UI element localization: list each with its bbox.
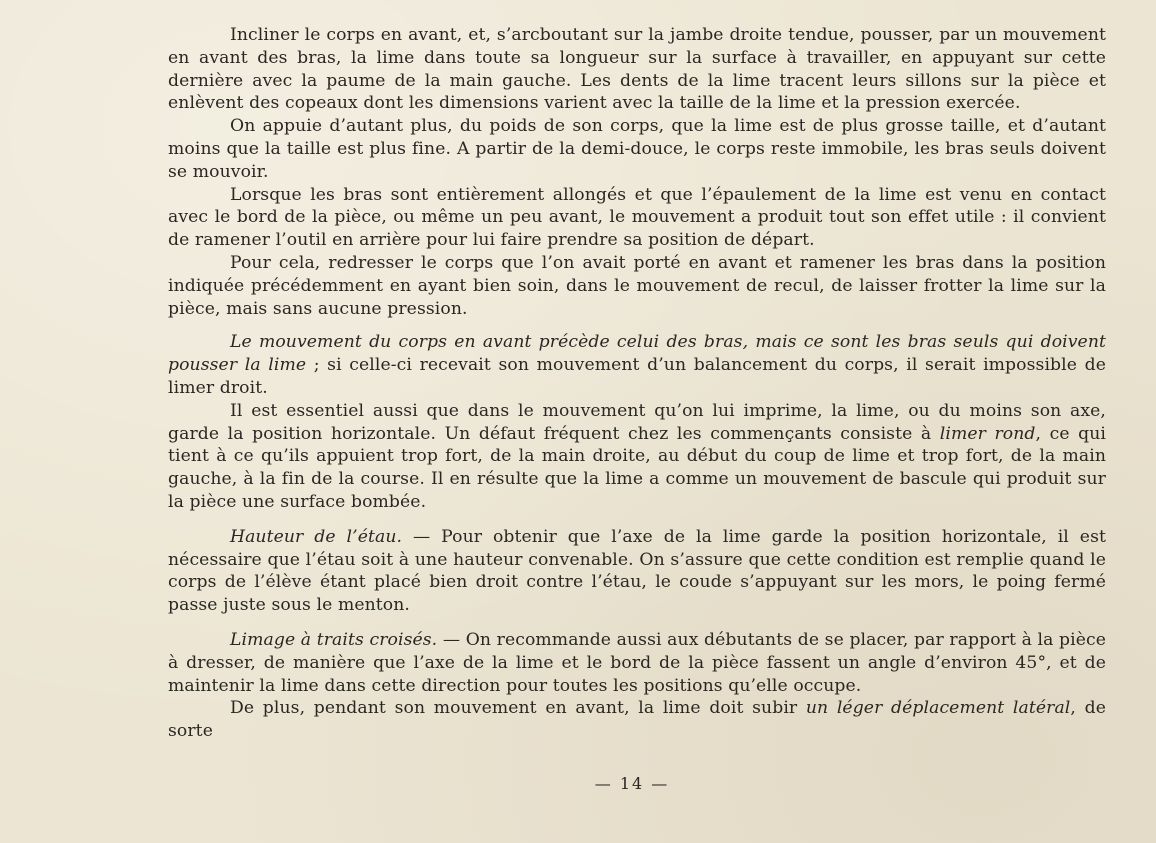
paragraph-5-text: ; si celle-ci recevait son mouvement d’un balancement du corps, il serait impossible de limer droit. (168, 355, 1106, 398)
paragraph-6 (168, 400, 1106, 514)
paragraph-3-text: Lorsque les bras sont entièrement allongés et que l’épaulement de la lime est venu en contact avec le bord de la pièce, ou même un peu avant, le mouvement a produit tout son effet utile : il convient de ramener l’outil en arrière pour lui faire prendre sa position de départ. (168, 184, 1106, 251)
paragraph-1-text: Incliner le corps en avant, et, s’arcboutant sur la jambe droite tendue, pousser, par un mouvement en avant des bras, la lime dans toute sa longueur sur la surface à travailler, en appuyant sur cette dernière avec la paume de la main gauche. Les dents de la lime tracent leurs sillons sur la pièce et enlèvent des copeaux dont les dimensions varient avec la taille de la lime et la pression exercée. (168, 25, 1106, 114)
paragraph-9-text-a: De plus, pendant son mouvement en avant, la lime doit subir (230, 698, 806, 719)
paragraph-3 (168, 184, 1106, 252)
paragraph-2-text: On appuie d’autant plus, du poids de son corps, que la lime est de plus grosse taille, et d’autant moins que la taille est plus fine. A partir de la demi-douce, le corps reste immobile, les bras seuls doivent se mouvoir. (168, 116, 1106, 182)
paragraph-4 (168, 252, 1106, 320)
paragraph-4-text: Pour cela, redresser le corps que l’on avait porté en avant et ramener les bras dans la position indiquée précédemment en ayant bien soin, dans le mouvement de recul, de laisser frotter la lime sur la pièce, mais sans aucune pression. (168, 252, 1106, 319)
paragraph-2 (168, 115, 1106, 183)
paragraph-8-text: — On recommande aussi aux débutants de se placer, par rapport à la pièce à dresser, de manière que l’axe de la lime et le bord de la pièce fassent un angle d’environ 45°, et de maintenir la lime dans cette direction pour toutes les positions qu’elle occupe. (168, 629, 1106, 696)
paragraph-6-italic: limer rond (939, 423, 1036, 444)
paragraph-8 (168, 629, 1106, 697)
paragraph-9-italic: un léger déplacement latéral (805, 698, 1071, 719)
paragraph-6-text-b: , ce qui tient à ce qu’ils appuient trop fort, de la main droite, au début du coup de lime et trop fort, de la main gauche, à la fin de la course. Il en résulte que la lime a comme un mouvement de bascule qui produit sur la pièce une surface bombée. (168, 423, 1106, 512)
paragraph-9-text-b: , de sorte (168, 698, 1106, 742)
paragraph-9 (168, 697, 1106, 743)
page-number: — 14 — (594, 774, 670, 793)
paragraph-7 (168, 526, 1106, 617)
paragraph-7-text: — Pour obtenir que l’axe de la lime garde la position horizontale, il est nécessaire que l’étau soit à une hauteur convenable. On s’assure que cette condition est remplie quand le corps de l’élève étant placé bien droit contre l’étau, le coude s’appuyant sur les mors, le poing fermé passe juste sous le menton. (168, 526, 1106, 616)
body-text (168, 24, 1106, 743)
paragraph-6-text-a: Il est essentiel aussi que dans le mouvement qu’on lui imprime, la lime, ou du moins son axe, garde la position horizontale. Un défaut fréquent chez les commençants consiste à (168, 400, 1106, 444)
paragraph-1 (168, 24, 1106, 115)
paragraph-5 (168, 331, 1106, 399)
paragraph-7-italic: Hauteur de l’étau. (230, 526, 403, 547)
paragraph-8-italic: Limage à traits croisés. (230, 629, 438, 650)
paragraph-5-italic: Le mouvement du corps en avant précède celui des bras, mais ce sont les bras seuls qui doivent pousser la lime (168, 332, 1106, 376)
